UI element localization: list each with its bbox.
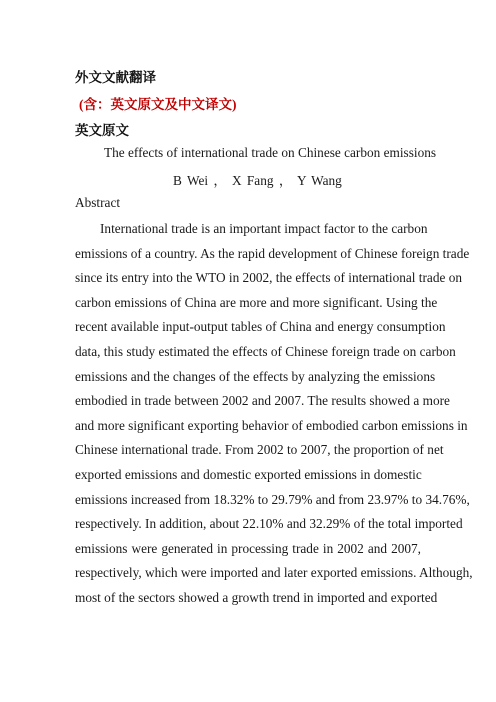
abstract-line: Chinese international trade. From 2002 to 2007, the proportion of net [75,442,444,458]
abstract-line: International trade is an important impact factor to the carbon [100,221,428,236]
abstract-line: most of the sectors showed a growth trend in imported and exported [75,589,438,605]
abstract-body [75,217,473,611]
abstract-line: embodied in trade between 2002 and 2007. The results showed a more [75,393,450,409]
abstract-line: carbon emissions of China are more and more significant. Using the [75,294,438,310]
abstract-line: emissions and the changes of the effects by analyzing the emissions [75,368,436,384]
abstract-line: recent available input-output tables of China and energy consumption [75,319,446,335]
section-heading: 英文原文 [75,123,129,138]
abstract-line: respectively. In addition, about 22.10% and 32.29% of the total imported [75,516,463,532]
abstract-line: exported emissions and domestic exported emissions in domestic [75,466,422,482]
abstract-line: since its entry into the WTO in 2002, the effects of international trade on [75,270,462,286]
abstract-line: emissions increased from 18.32% to 29.79% and from 23.97% to 34.76%, [75,491,470,507]
paper-authors: B Wei ， X Fang ， Y Wang [173,173,342,188]
document-note: (含：英文原文及中文译文) [79,97,237,112]
abstract-line: emissions were generated in processing trade in 2002 and 2007, [75,540,421,556]
abstract-line: emissions of a country. As the rapid development of Chinese foreign trade [75,245,470,261]
abstract-line: and more significant exporting behavior of embodied carbon emissions in [75,417,468,433]
paper-title: The effects of international trade on Chinese carbon emissions [104,145,437,160]
abstract-line: respectively, which were imported and later exported emissions. Although, [75,565,473,581]
abstract-line: data, this study estimated the effects of Chinese foreign trade on carbon [75,343,456,359]
document-heading: 外文文献翻译 [75,70,156,85]
abstract-label: Abstract [75,195,121,210]
